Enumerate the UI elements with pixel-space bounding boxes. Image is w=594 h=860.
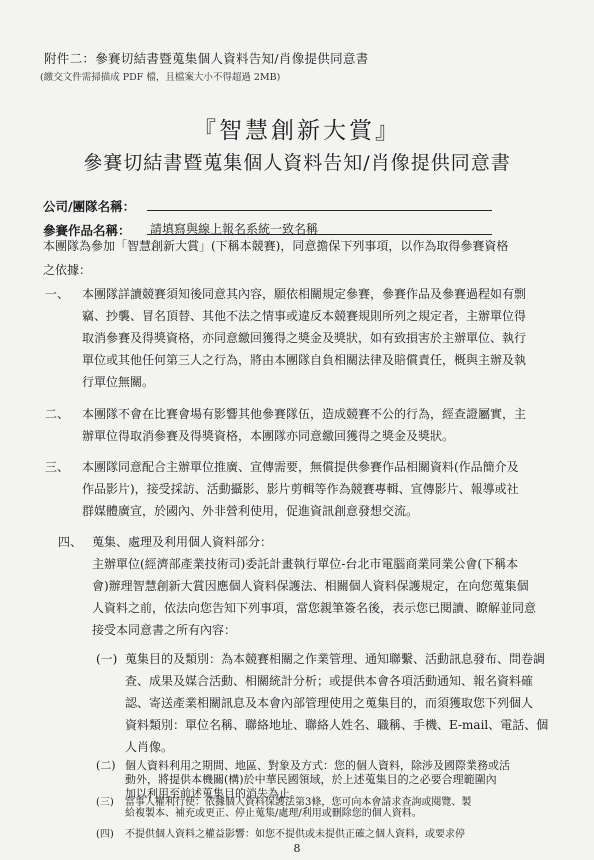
subitem-line: 資料類別：單位名稱、聯絡地址、聯絡人姓名、職稱、手機、E-mail、電話、個 <box>125 718 549 732</box>
item-line: 單位或其他任何第三人之行為，將由本團隊自負相關法律及賠償責任，概與主辦及執 <box>82 353 527 367</box>
subitem-line: 蒐集目的及類別：為本競賽相關之作業管理、通知聯繫、活動訊息發布、問卷調 <box>125 652 546 666</box>
item-line: 辦單位得取消參賽及得獎資格，本團隊亦同意繳回獲得之獎金及獎狀。 <box>82 429 455 443</box>
item-line: 竊、抄襲、冒名頂替、其他不法之情事或違反本競賽規則所列之規定者，主辦單位得 <box>82 309 527 323</box>
work-name-value: 請填寫與線上報名系統一致名稱 <box>150 222 319 236</box>
item-line: 接受本同意書之所有內容： <box>92 623 237 637</box>
subitem-number: (一) <box>96 652 118 666</box>
company-name-label: 公司/團隊名稱： <box>43 199 136 214</box>
subitem-line: 動外，將提供本機關(構)於中華民國領域，於上述蒐集目的之必要合理範圍內 <box>125 773 497 786</box>
item-line: 群媒體廣宣，於國內、外非營利使用，促進資訊創意發想交流。 <box>82 504 419 518</box>
item-line: 蒐集、處理及利用個人資料部分： <box>92 535 273 549</box>
subitem-number: (三) <box>96 797 114 808</box>
upload-note: (繳交文件需掃描成 PDF 檔，且檔案大小不得超過 2MB) <box>40 72 281 83</box>
item-number: 三、 <box>45 460 70 474</box>
form-title: 參賽切結書暨蒐集個人資料告知/肖像提供同意書 <box>83 152 511 174</box>
contest-title: 『智慧創新大賞』 <box>193 118 401 144</box>
intro-line: 本團隊為參加「智慧創新大賞」(下稱本競賽)，同意擔保下列事項，以作為取得參賽資格 <box>43 239 509 253</box>
subitem-line: 當事人權利行使：依據個人資料保護法第3條，您可向本會請求查詢或閱覽、製 <box>125 797 472 808</box>
item-number: 一、 <box>45 287 70 301</box>
attachment-heading: 附件二：參賽切結書暨蒐集個人資料告知/肖像提供同意書 <box>44 51 369 66</box>
intro-line: 之依據： <box>43 263 92 277</box>
company-name-underline <box>147 210 492 211</box>
subitem-line: 加以利用至前述蒐集目的消失為止。 <box>125 787 301 800</box>
subitem-line: 給複製本、補充或更正、停止蒐集/處理/利用或刪除您的個人資料。 <box>125 808 422 819</box>
subitem-number: (二) <box>96 759 116 772</box>
subitem-line: 查、成果及媒合活動、相關統計分析；或提供本會各項活動通知、報名資料確 <box>125 674 534 688</box>
item-line: 會)辦理智慧創新大賞因應個人資料保護法、相關個人資料保護規定，在向您蒐集個 <box>92 579 529 593</box>
item-number: 四、 <box>58 535 83 549</box>
subitem-line: 人肖像。 <box>125 740 174 754</box>
subitem-line: 認、寄送產業相關訊息及本會內部管理使用之蒐集目的，而須獲取您下列個人 <box>125 696 534 710</box>
item-line: 作品影片)，接受採訪、活動攝影、影片剪輯等作為競賽專輯、宣傳影片、報導或社 <box>82 482 519 496</box>
subitem-line: 個人資料利用之期間、地區、對象及方式：您的個人資料，除涉及國際業務或活 <box>125 759 510 772</box>
item-line: 取消參賽及得獎資格，亦同意繳回獲得之獎金及獎狀，如有致損害於主辦單位、執行 <box>82 331 527 345</box>
item-line: 人資料之前，依法向您告知下列事項，當您親筆簽名後，表示您已閱讀、瞭解並同意 <box>92 601 537 615</box>
item-line: 本團隊詳讀競賽須知後同意其內容，願依相關規定參賽，參賽作品及參賽過程如有剽 <box>82 287 527 301</box>
item-line: 行單位無關。 <box>82 375 155 389</box>
subitem-number: (四) <box>96 829 114 840</box>
subitem-line: 不提供個人資料之權益影響：如您不提供或未提供正確之個人資料，或要求停 <box>125 829 465 840</box>
item-line: 本團隊不會在比賽會場有影響其他參賽隊伍，造成競賽不公的行為，經查證屬實，主 <box>82 407 527 421</box>
item-line: 主辦單位(經濟部產業技術司)委託計畫執行單位-台北市電腦商業同業公會(下稱本 <box>92 557 519 571</box>
work-name-label: 參賽作品名稱： <box>43 223 131 238</box>
item-number: 二、 <box>45 407 70 421</box>
item-line: 本團隊同意配合主辦單位推廣、宣傳需要，無償提供參賽作品相關資料(作品簡介及 <box>82 460 519 474</box>
page-number: 8 <box>293 842 301 855</box>
